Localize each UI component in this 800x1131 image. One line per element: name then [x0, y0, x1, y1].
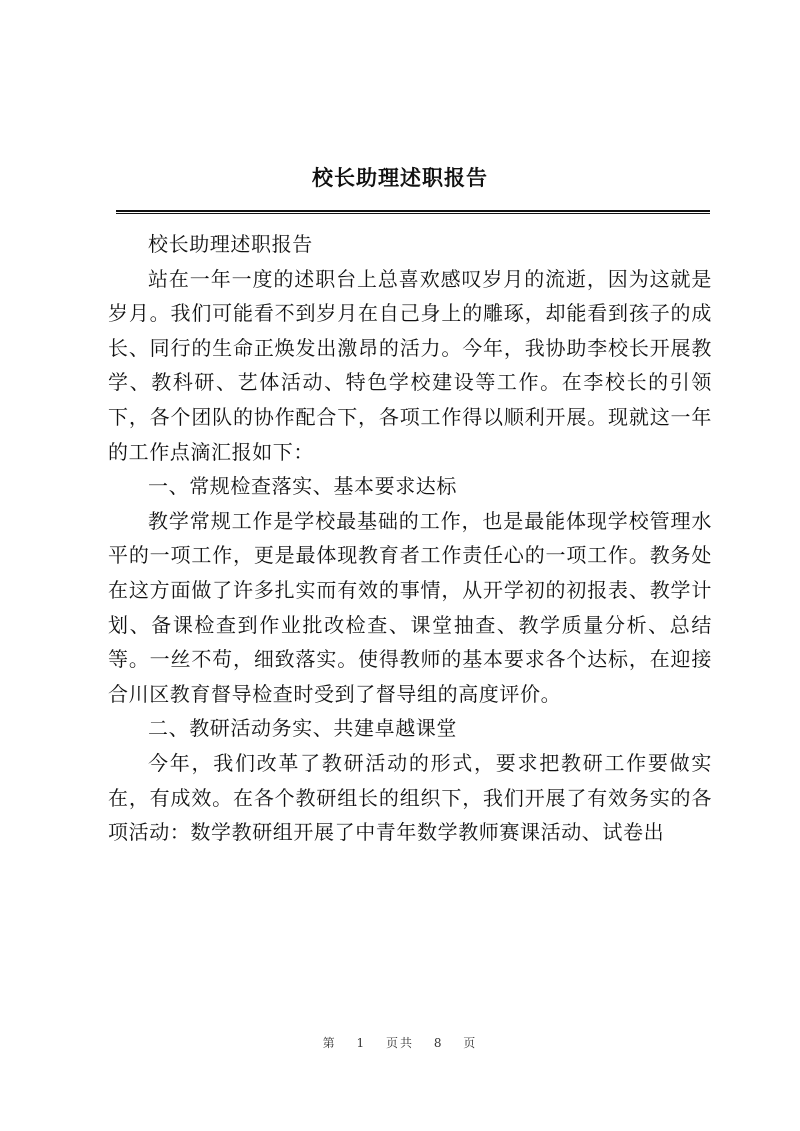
body-paragraph: 今年，我们改革了教研活动的形式，要求把教研工作要做实在，有成效。在各个教研组长的组织下，我们开展了有效务实的各项活动：数学教研组开展了中青年数学教师赛课活动、试卷出 [108, 750, 712, 845]
document-body [108, 227, 712, 850]
footer-middle: 页共 [385, 1036, 414, 1050]
section-heading: 一、常规检查落实、基本要求达标 [148, 474, 457, 499]
footer-suffix: 页 [463, 1036, 478, 1050]
body-paragraph: 站在一年一度的述职台上总喜欢感叹岁月的流逝，因为这就是岁月。我们可能看不到岁月在自己身上的雕琢，却能看到孩子的成长、同行的生命正焕发出激昂的活力。今年，我协助李校长开展教学、教科研、艺体活动、特色学校建设等工作。在李校长的引领下，各个团队的协作配合下，各项工作得以顺利开展。现就这一年的工作点滴汇报如下： [108, 266, 712, 464]
section-heading: 二、教研活动务实、共建卓越课堂 [148, 716, 457, 741]
footer-prefix: 第 [322, 1036, 337, 1050]
body-paragraph: 校长助理述职报告 [148, 232, 313, 256]
footer-page-number: 1 [356, 1036, 367, 1050]
body-paragraph: 教学常规工作是学校最基础的工作，也是最能体现学校管理水平的一项工作，更是最体现教育者工作责任心的一项工作。教务处在这方面做了许多扎实而有效的事情，从开学初的初报表、教学计划、备课检查到作业批改检查、课堂抽查、教学质量分析、总结等。一丝不苟，细致落实。使得教师的基本要求各个达标，在迎接合川区教育督导检查时受到了督导组的高度评价。 [108, 508, 712, 706]
title-divider [116, 210, 710, 214]
footer-total-pages: 8 [433, 1036, 444, 1050]
page-footer [0, 1034, 800, 1051]
document-title: 校长助理述职报告 [312, 165, 488, 190]
